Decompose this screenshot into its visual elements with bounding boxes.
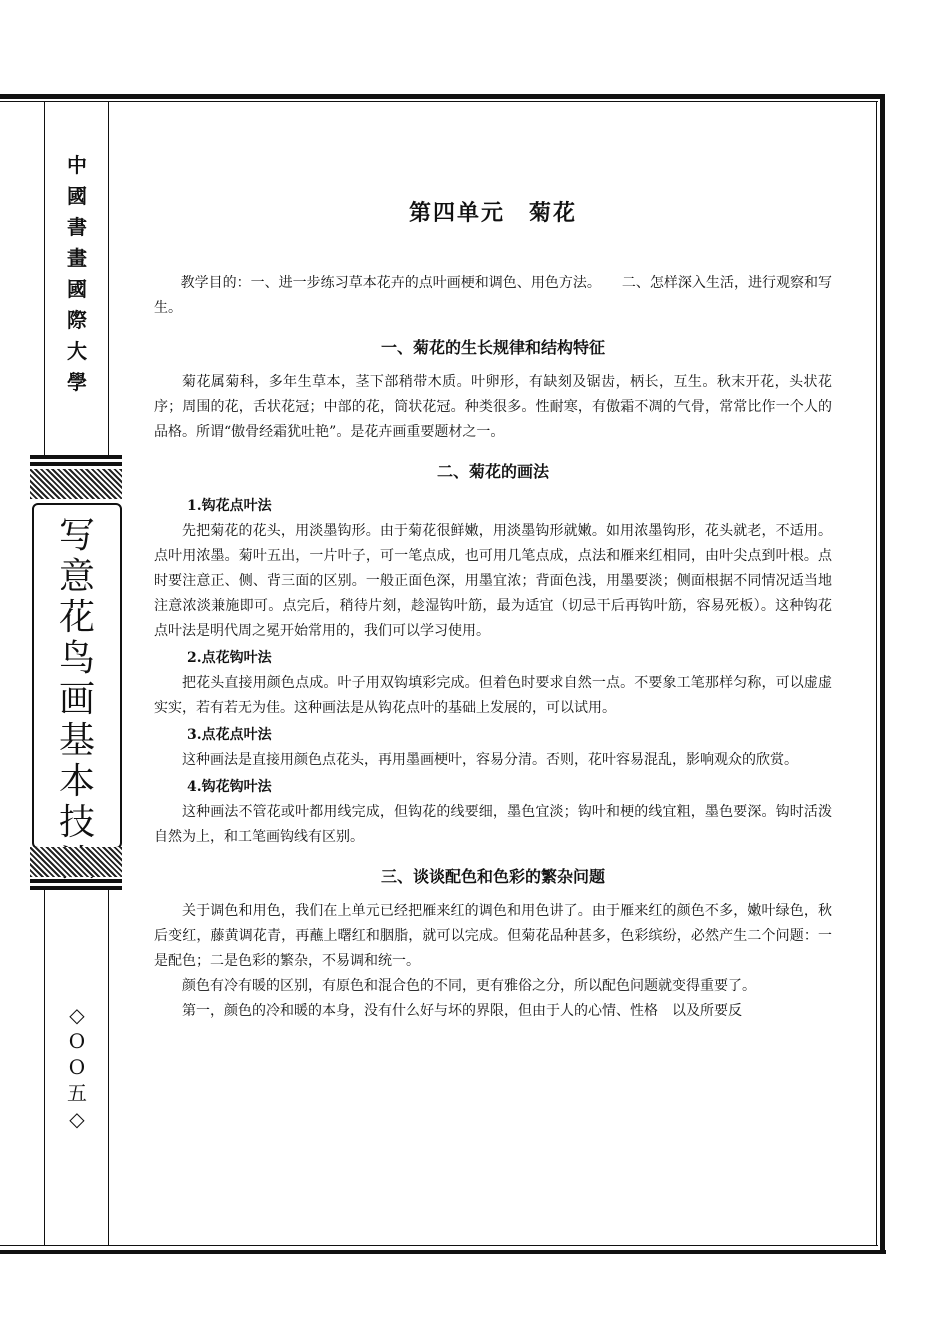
body-paragraph: 先把菊花的花头，用淡墨钩形。由于菊花很鲜嫩，用淡墨钩形就嫩。如用浓墨钩形，花头就老，不适用。点叶用浓墨。菊叶五出，一片叶子，可一笔点成，也可用几笔点成，点法和雁来红相同，由叶尖点到叶根。点时要注意正、侧、背三面的区别。一般正面色深，用墨宜浓；背面色浅，用墨要淡；侧面根据不同情况适当地注意浓淡兼施即可。点完后，稍待片刻，趁湿钩叶筋，最为适宜（切忌干后再钩叶筋，容易死板）。这种钩花点叶法是明代周之冕开始常用的，我们可以学习使用。 — [154, 523, 832, 639]
page-number-char: O — [68, 1055, 86, 1079]
book-title-char: 写 — [58, 515, 95, 556]
book-title-char: 本 — [58, 761, 95, 802]
school-char: 中 — [67, 153, 87, 177]
school-char: 大 — [67, 339, 87, 363]
school-name-vertical — [60, 150, 94, 398]
book-title-char: 基 — [58, 720, 95, 761]
book-title-char: 花 — [58, 597, 95, 638]
school-char: 畫 — [67, 246, 87, 270]
banner-top-bar — [30, 455, 122, 459]
body-paragraph: 关于调色和用色，我们在上单元已经把雁来红的调色和用色讲了。由于雁来红的颜色不多，嫩叶绿色，秋后变红，藤黄调花青，再蘸上曙红和胭脂，就可以完成。但菊花品种甚多，色彩缤纷，必然产生二个问题：一是配色；二是色彩的繁杂，不易调和统一。 — [154, 903, 832, 969]
banner-bottom-bar — [30, 879, 122, 883]
section-heading: 一、菊花的生长规律和结构特征 — [380, 338, 605, 357]
page-number-vertical — [60, 1002, 94, 1132]
frame-top-thin-rule — [0, 101, 878, 102]
body-paragraph: 这种画法是直接用颜色点花头，再用墨画梗叶，容易分清。否则，花叶容易混乱，影响观众的欣赏。 — [182, 752, 798, 768]
school-char: 書 — [67, 215, 87, 239]
page-number-char: ◇ — [69, 1107, 85, 1131]
page-number-char: 五 — [67, 1081, 87, 1105]
school-char: 學 — [67, 370, 87, 394]
section-heading: 三、谈谈配色和色彩的繁杂问题 — [380, 867, 605, 886]
frame-right-thin-rule — [876, 101, 877, 1246]
subsection-title: 1.钩花点叶法 — [187, 498, 272, 514]
section-heading: 二、菊花的画法 — [436, 462, 549, 481]
banner-bottom-bar-2 — [30, 886, 122, 890]
body-paragraph: 菊花属菊科，多年生草本，茎下部稍带木质。叶卵形，有缺刻及锯齿，柄长，互生。秋末开花，头状花序；周围的花，舌状花冠；中部的花，筒状花冠。种类很多。性耐寒，有傲霜不凋的气骨，常常比作一个人的品格。所谓“傲骨经霜犹吐艳”。是花卉画重要题材之一。 — [154, 374, 832, 440]
body-paragraph: 把花头直接用颜色点成。叶子用双钩填彩完成。但着色时要求自然一点。不要象工笔那样匀称，可以虚虚实实，若有若无为佳。这种画法是从钩花点叶的基础上发展的，可以试用。 — [154, 675, 832, 716]
frame-bottom-thin-rule — [0, 1245, 878, 1246]
book-title-vertical — [32, 515, 122, 884]
book-title-char: 技 — [58, 802, 95, 843]
unit-title: 第四单元 菊花 — [408, 200, 577, 226]
body-paragraph: 这种画法不管花或叶都用线完成，但钩花的线要细，墨色宜淡；钩叶和梗的线宜粗，墨色要深。钩时活泼自然为上，和工笔画钩线有区别。 — [154, 804, 832, 845]
school-char: 國 — [67, 184, 87, 208]
book-title-char: 画 — [58, 679, 95, 720]
subsection-title: 4.钩花钩叶法 — [187, 779, 272, 795]
banner-bottom-ornament — [30, 847, 122, 877]
subsection-title: 3.点花点叶法 — [187, 727, 272, 743]
school-char: 際 — [67, 308, 87, 332]
frame-right-rule — [880, 94, 885, 1254]
book-title-banner — [22, 455, 130, 890]
school-char: 國 — [67, 277, 87, 301]
body-paragraph: 颜色有冷有暖的区别，有原色和混合色的不同，更有雅俗之分，所以配色问题就变得重要了。 — [182, 978, 756, 994]
subsection-title: 2.点花钩叶法 — [187, 650, 272, 666]
frame-bottom-rule — [0, 1250, 886, 1254]
banner-top-ornament — [30, 469, 122, 499]
page-number-char: ◇ — [69, 1003, 85, 1027]
page-number-char: O — [68, 1029, 86, 1053]
frame-top-rule — [0, 94, 884, 99]
body-paragraph: 第一，颜色的冷和暖的本身，没有什么好与坏的界限，但由于人的心情、性格 以及所要反 — [182, 1003, 742, 1019]
teaching-objective: 教学目的：一、进一步练习草本花卉的点叶画梗和调色、用色方法。 二、怎样深入生活，进行观察和写生。 — [154, 275, 832, 316]
book-title-char: 意 — [58, 556, 95, 597]
banner-top-bar-2 — [30, 462, 122, 466]
book-title-char: 鸟 — [58, 638, 95, 679]
page-content — [154, 196, 832, 1024]
